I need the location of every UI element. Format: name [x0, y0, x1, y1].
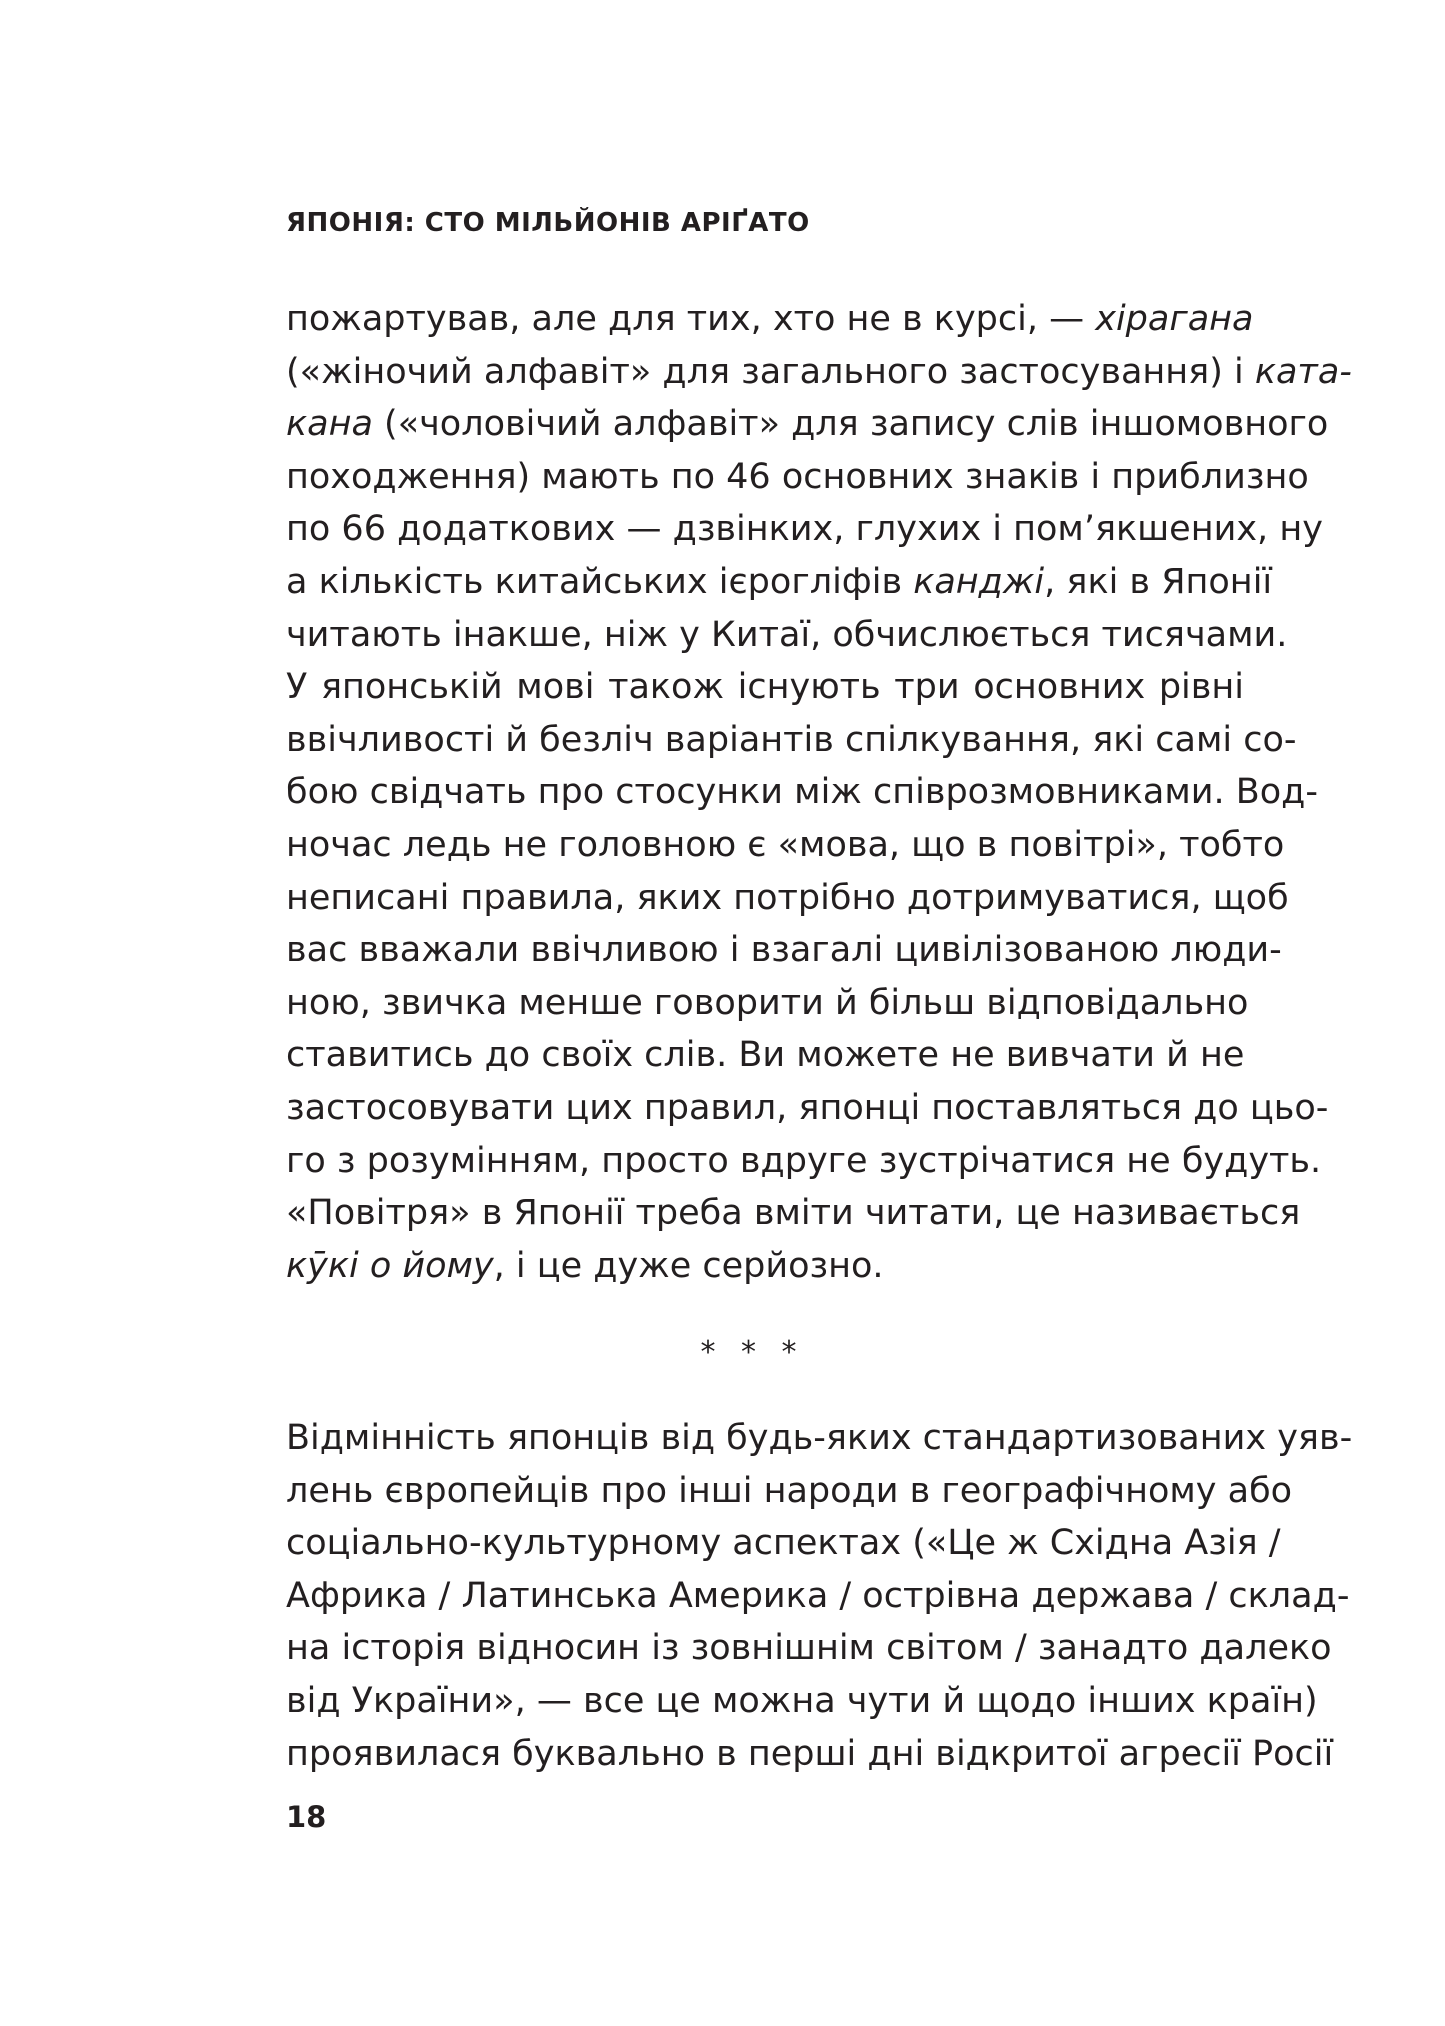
text-run: ночас ледь не головною є «мова, що в повітрі», тобто [286, 824, 1285, 865]
running-head: ЯПОНІЯ: СТО МІЛЬЙОНІВ АРІҐАТО [286, 208, 810, 238]
italic-term: ката- [1254, 351, 1352, 392]
text-run: по 66 додаткових — дзвінких, глухих і пом’якшених, ну [286, 509, 1323, 550]
text-line [286, 1622, 1332, 1675]
text-line [286, 661, 1244, 714]
text-line [286, 1728, 1334, 1781]
text-run: Африка / Латинська Америка / острівна держава / склад- [286, 1575, 1350, 1616]
text-line [286, 1675, 1318, 1728]
text-line [286, 819, 1285, 872]
text-line [286, 293, 1254, 346]
text-line [286, 977, 1249, 1030]
text-line [286, 398, 1329, 451]
text-run: читають інакше, ніж у Китаї, обчислюється тисячами. [286, 614, 1288, 655]
text-run: Відмінність японців від будь-яких стандартизованих уяв- [286, 1418, 1353, 1458]
text-run: соціально-культурному аспектах («Це ж Східна Азія / [286, 1523, 1281, 1564]
text-line [286, 1082, 1329, 1135]
page-number: 18 [286, 1800, 327, 1834]
text-line [286, 1187, 1301, 1240]
text-line [286, 1029, 1244, 1082]
text-line [286, 503, 1323, 556]
section-separator: * * * [700, 1335, 805, 1370]
text-run: лень європейців про інші народи в географічному або [286, 1470, 1293, 1511]
italic-term: хірагана [1095, 299, 1254, 339]
text-run: проявилася буквально в перші дні відкритої агресії Росії [286, 1733, 1334, 1774]
text-run: застосовувати цих правил, японці поставляться до цьо- [286, 1087, 1329, 1128]
text-line [286, 1135, 1322, 1188]
text-run: У японській мові також існують три основних рівні [286, 667, 1244, 708]
text-run: неписані правила, яких потрібно дотримуватися, щоб [286, 877, 1289, 918]
text-run: («жіночий алфавіт» для загального застосування) і [286, 351, 1255, 392]
paragraph-1-text [286, 293, 1352, 1292]
text-run: «Повітря» в Японії треба вміти читати, це називається [286, 1193, 1301, 1234]
text-run: а кількість китайських ієрогліфів [286, 561, 914, 602]
text-line [286, 714, 1297, 767]
text-run: го з розумінням, просто вдруге зустрічатися не будуть. [286, 1140, 1322, 1181]
text-run: походження) мають по 46 основних знаків і приблизно [286, 456, 1309, 497]
text-line [286, 1570, 1350, 1623]
text-run: ввічливості й безліч варіантів спілкування, які самі со- [286, 719, 1297, 760]
italic-term: кана [286, 404, 373, 445]
text-line [286, 556, 1273, 609]
text-line [286, 924, 1282, 977]
text-run: від України», — все це можна чути й щодо інших країн) [286, 1680, 1318, 1721]
text-run: на історія відносин із зовнішнім світом / занадто далеко [286, 1628, 1332, 1669]
paragraph-1 [286, 293, 1352, 1292]
text-run: , і це дуже серйозно. [493, 1245, 884, 1286]
text-line [286, 872, 1289, 925]
paragraph-2-text [286, 1412, 1353, 1780]
text-run: пожартував, але для тих, хто не в курсі, — [286, 299, 1096, 339]
text-run: («чоловічий алфавіт» для запису слів іншомовного [372, 404, 1329, 445]
text-line [286, 346, 1352, 399]
text-run: ною, звичка менше говорити й більш відповідально [286, 982, 1249, 1023]
paragraph-2 [286, 1412, 1353, 1780]
text-line [286, 1240, 1244, 1293]
italic-term: кӯкі о йому [286, 1245, 494, 1286]
text-line [286, 609, 1288, 662]
text-line [286, 451, 1309, 504]
text-line [286, 1517, 1281, 1570]
text-run: бою свідчать про стосунки між співрозмовниками. Вод- [286, 772, 1319, 813]
text-line [286, 1412, 1353, 1465]
italic-term: канджі [913, 561, 1045, 602]
text-line [286, 1465, 1293, 1518]
text-line [286, 766, 1319, 819]
text-run: ставитись до своїх слів. Ви можете не вивчати й не [286, 1035, 1245, 1076]
text-run: вас вважали ввічливою і взагалі цивілізованою люди- [286, 930, 1282, 971]
text-run: , які в Японії [1044, 561, 1273, 602]
